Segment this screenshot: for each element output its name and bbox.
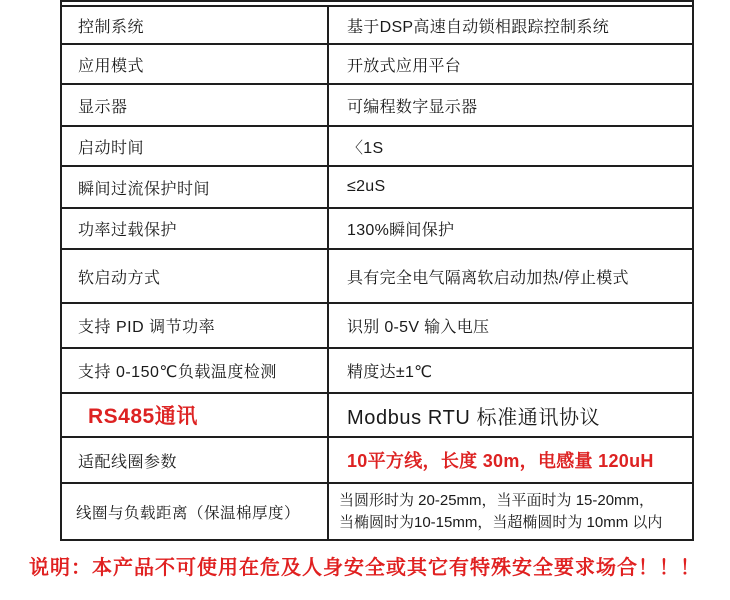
spec-label: 支持 PID 调节功率 (62, 304, 329, 347)
spec-label: 功率过载保护 (62, 209, 329, 248)
spec-value: 可编程数字显示器 (347, 98, 478, 116)
spec-value: 精度达±1℃ (347, 364, 433, 381)
spec-value: 130%瞬间保护 (347, 222, 455, 239)
table-row (62, 83, 692, 125)
table-row (62, 5, 692, 43)
spec-label: 瞬间过流保护时间 (62, 167, 329, 207)
spec-value: 开放式应用平台 (347, 57, 462, 75)
table-row (62, 248, 692, 302)
spec-label: 应用模式 (62, 45, 329, 83)
spec-value-line-1: 当圆形时为 20-25mm，当平面时为 15-20mm， (339, 491, 655, 509)
spec-label: 线圈与负载距离（保温棉厚度） (62, 484, 329, 539)
table-row-rs485 (62, 392, 692, 436)
table-row (62, 207, 692, 248)
spec-label: 适配线圈参数 (62, 438, 329, 482)
spec-label: 软启动方式 (62, 250, 329, 302)
spec-label: 控制系统 (62, 7, 329, 43)
spec-value: 基于DSP高速自动锁相跟踪控制系统 (347, 18, 609, 36)
table-row-coil-distance (62, 482, 692, 539)
spec-value: 识别 0-5V 输入电压 (347, 319, 490, 336)
spec-table (60, 0, 694, 541)
spec-label-rs485: RS485通讯 (62, 394, 329, 436)
safety-warning-note: 说明：本产品不可使用在危及人身安全或其它有特殊安全要求场合！！！ (29, 557, 701, 579)
spec-value: ≤2uS (347, 178, 386, 195)
spec-value-line-2: 当椭圆时为10-15mm，当超椭圆时为 10mm 以内 (339, 513, 663, 531)
table-row (62, 347, 692, 392)
spec-value: 具有完全电气隔离软启动加热/停止模式 (347, 269, 629, 287)
spec-label: 启动时间 (62, 127, 329, 165)
table-row (62, 302, 692, 347)
spec-value-distance (329, 484, 692, 539)
spec-label: 支持 0-150℃负载温度检测 (62, 349, 329, 392)
table-row-coil-params (62, 436, 692, 482)
table-row (62, 43, 692, 83)
spec-value-coil: 10平方线，长度 30m，电感量 120uH (347, 451, 654, 471)
spec-label: 显示器 (62, 85, 329, 125)
spec-value: 〈1S (347, 139, 384, 157)
table-row (62, 165, 692, 207)
table-row (62, 125, 692, 165)
spec-value-modbus: Modbus RTU 标准通讯协议 (347, 406, 601, 429)
